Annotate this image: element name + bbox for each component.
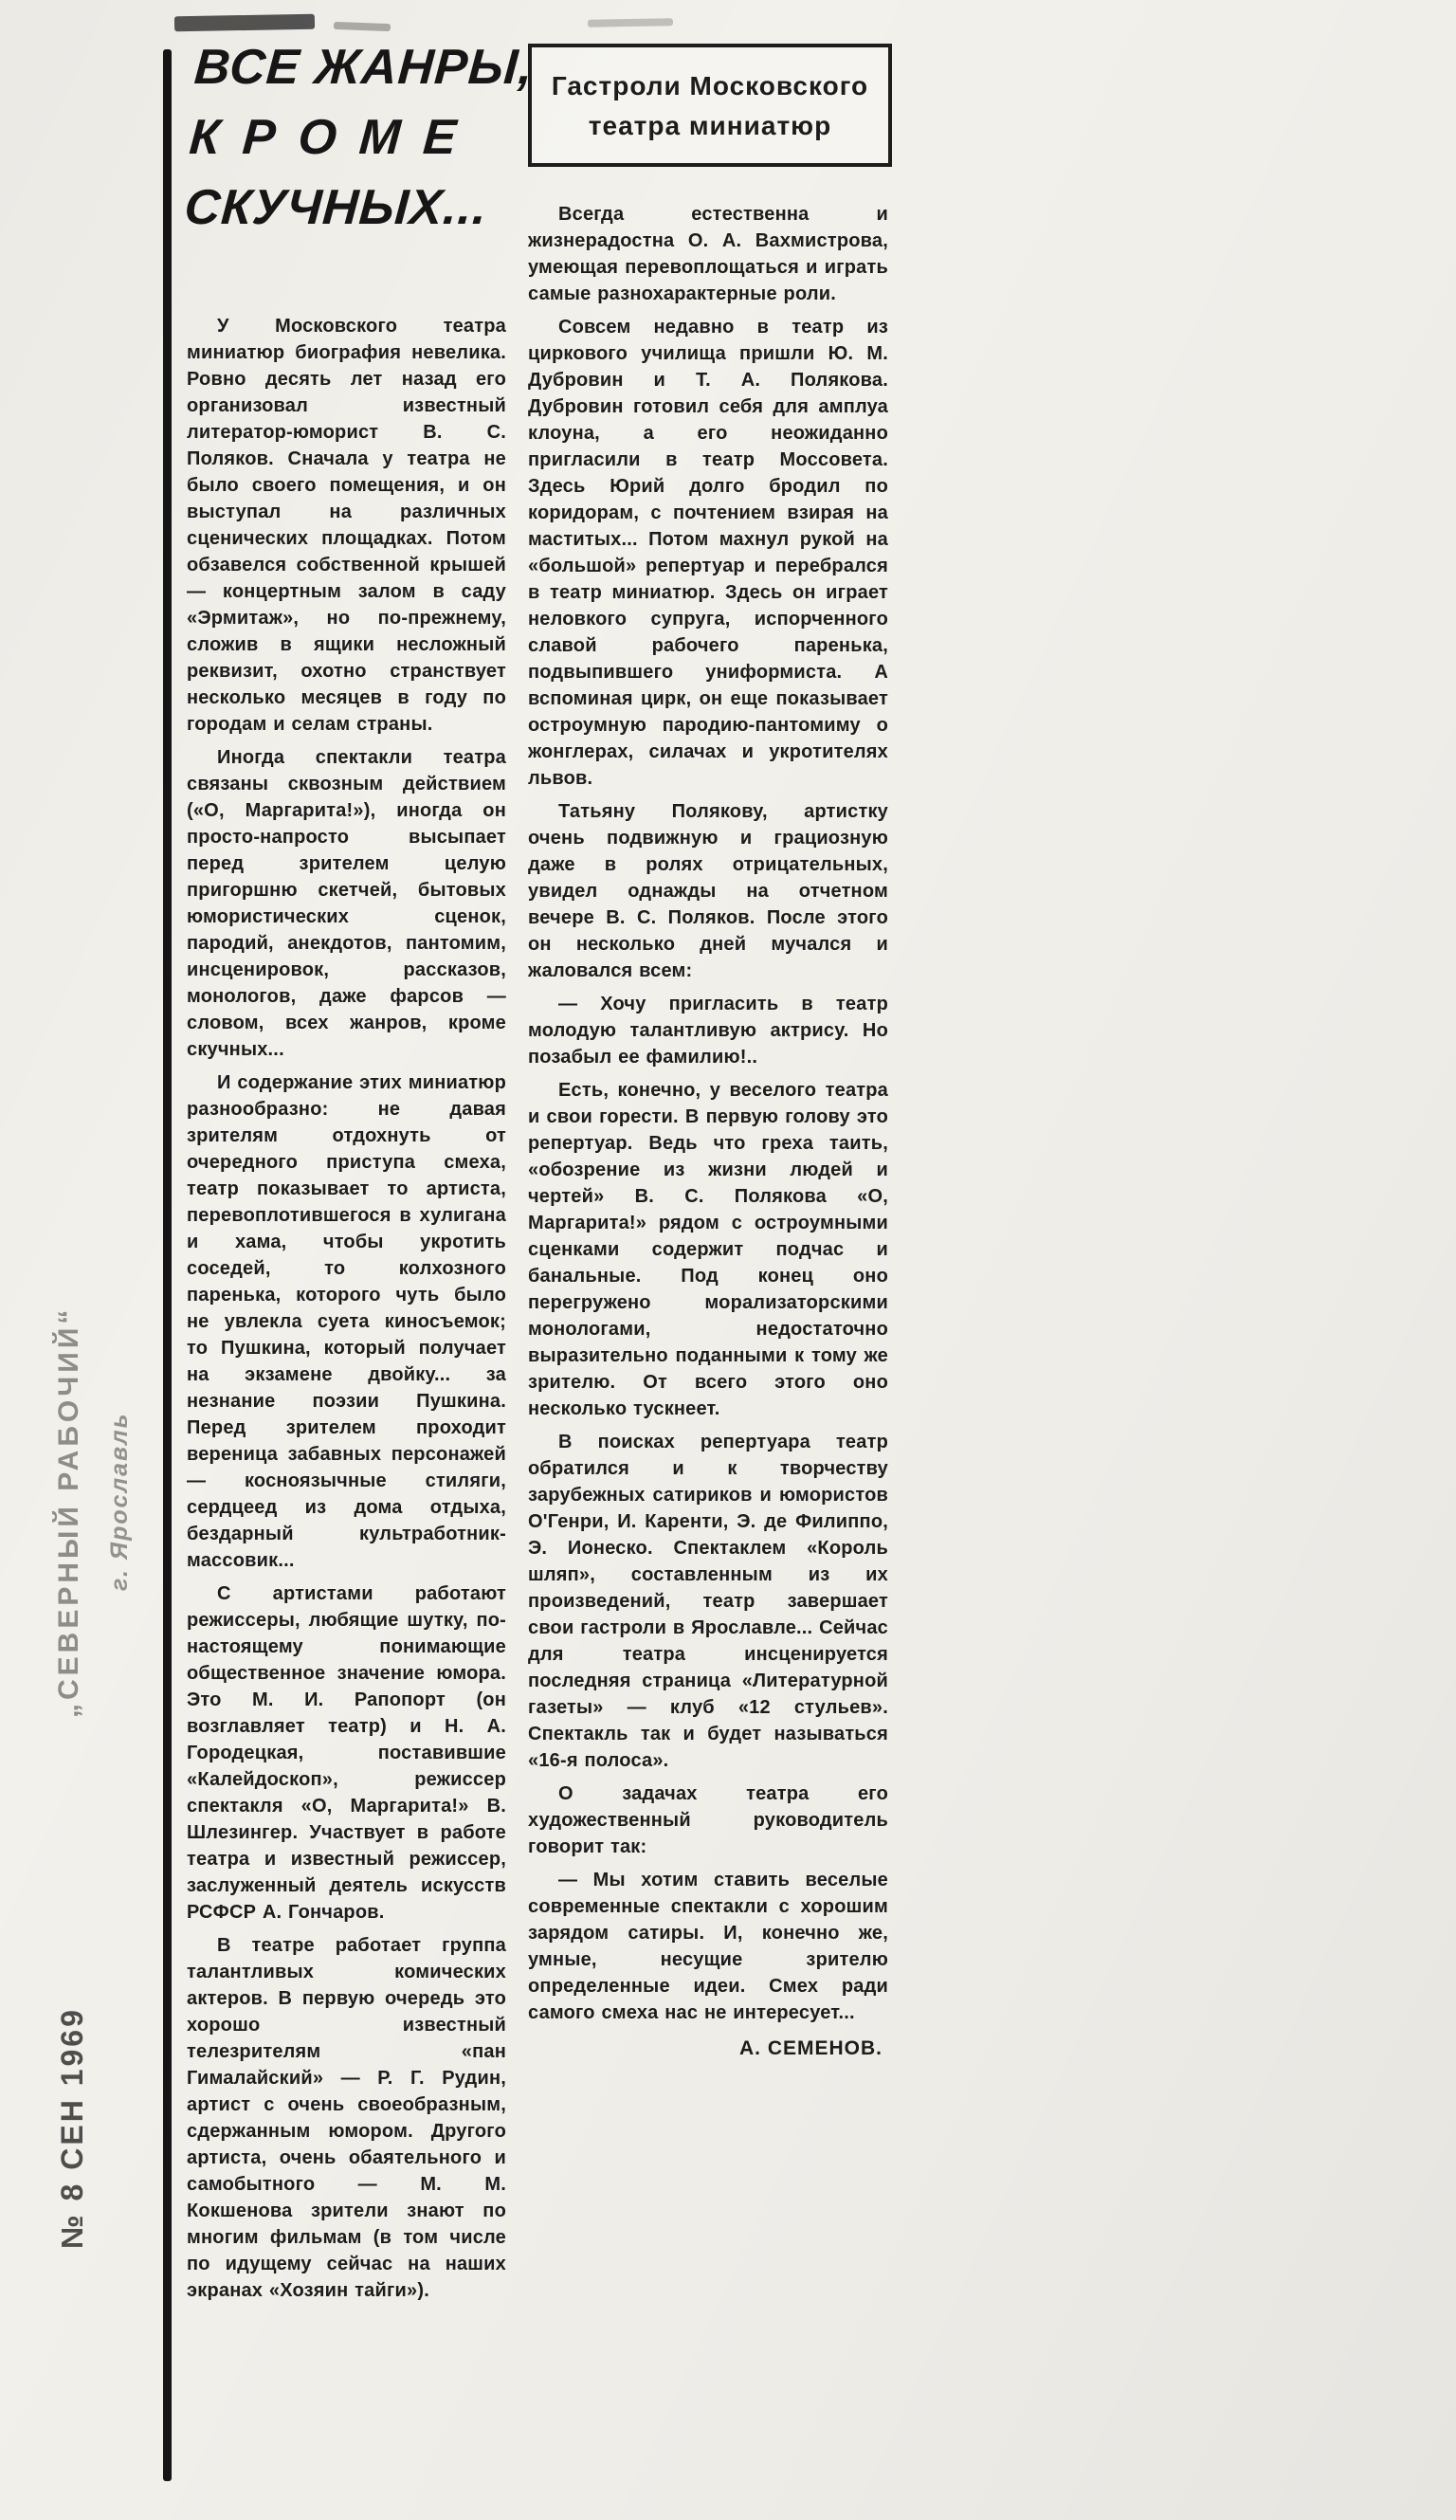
paragraph: У Московского театра миниатюр биография невелика. Ровно десять лет назад его организовал известный литератор-юморист В. С. Поляков. Сначала у театра не было своего помещения, и он выступал на различных сценических площадках. Потом обзавелся собственной крышей — концертным залом в саду «Эрмитаж», но по-прежнему, сложив в ящики несложный реквизит, охотно странствует несколько месяцев в году по городам и селам страны.: [187, 316, 506, 735]
date-received-stamp: № 8 СЕН 1969: [55, 2007, 89, 2249]
paragraph: Всегда естественна и жизнерадостна О. А. Вахмистрова, умеющая перевоплощаться и играть самые разнохарактерные роли.: [528, 204, 888, 304]
ink-smudge: [588, 18, 673, 27]
right-column: [528, 201, 888, 2060]
kicker-box: [528, 44, 892, 167]
ink-smudge: [174, 14, 315, 32]
paragraph: Татьяну Полякову, артистку очень подвижную и грациозную даже в ролях отрицательных, увидел однажды на отчетном вечере В. С. Поляков. После этого он несколько дней мучался и жаловался всем:: [528, 801, 888, 981]
headline-line: КРОМЕ: [187, 110, 482, 165]
paragraph: — Мы хотим ставить веселые современные спектакли с хорошим зарядом сатиры. И, конечно же, умные, несущие зрителю определенные идеи. Смех ради самого смеха нас не интересует...: [528, 1870, 888, 2023]
headline-line: СКУЧНЫХ...: [182, 180, 489, 235]
newspaper-name-stamp: „СЕВЕРНЫЙ РАБОЧИЙ“: [53, 1306, 84, 1718]
paragraph: О задачах театра его художественный руководитель говорит так:: [528, 1783, 888, 1857]
paragraph: В поисках репертуара театр обратился и к творчеству зарубежных сатириков и юмористов О'Генри, И. Каренти, Э. де Филиппо, Э. Ионеско. Спектаклем «Король шляп», составленным из их произведений, театр завершает свои гастроли в Ярославле... Сейчас для театра инсценируется последняя страница «Литературной газеты» — клуб «12 стульев». Спектакль так и будет называться «16-я полоса».: [528, 1432, 888, 1771]
article-headline: [182, 32, 536, 243]
paragraph: И содержание этих миниатюр разнообразно: не давая зрителям отдохнуть от очередного приступа смеха, театр показывает то артиста, перевоплотившегося в хулигана и хама, чтобы укротить соседей, то колхозного паренька, которого чуть было не увлекла суета киносъемок; то Пушкина, который получает на экзамене двойку... за незнание поэзии Пушкина. Перед зрителем проходит вереница забавных персонажей — косноязычные стиляги, сердцеед из дома отдыха, бездарный культработник-массовик...: [187, 1072, 506, 1571]
column-divider-rule: [163, 49, 172, 2481]
paragraph: В театре работает группа талантливых комических актеров. В первую очередь это хорошо известный телезрителям «пан Гималайский» — Р. Г. Рудин, артист с очень своеобразным, сдержанным юмором. Другого артиста, очень обаятельного и самобытного — М. М. Кокшенова зрители знают по многим фильмам (в том числе по идущему сейчас на наших экранах «Хозяин тайги»).: [187, 1935, 506, 2301]
kicker-line: театра миниатюр: [588, 111, 832, 140]
paragraph: С артистами работают режиссеры, любящие шутку, по-настоящему понимающие общественное значение юмора. Это М. И. Рапопорт (он возглавляет театр) и Н. А. Городецкая, поставившие «Калейдоскоп», режиссер спектакля «О, Маргарита!» В. Шлезингер. Участвует в работе театра и известный режиссер, заслуженный деятель искусств РСФСР А. Гончаров.: [187, 1583, 506, 1923]
kicker-line: Гастроли Московского: [551, 71, 869, 100]
author-signature: А. СЕМЕНОВ.: [738, 2037, 883, 2059]
paragraph: Иногда спектакли театра связаны сквозным действием («О, Маргарита!»), иногда он просто-напросто высыпает перед зрителем целую пригоршню скетчей, бытовых юмористических сценок, пародий, анекдотов, пантомим, инсценировок, рассказов, монологов, даже фарсов — словом, всех жанров, кроме скучных...: [187, 747, 506, 1060]
left-column: [187, 313, 506, 2310]
city-stamp: г. Ярославль: [106, 1412, 133, 1591]
headline-line: ВСЕ ЖАНРЫ,: [192, 40, 536, 95]
paragraph: Совсем недавно в театр из циркового училища пришли Ю. М. Дубровин и Т. А. Полякова. Дубровин готовил себя для амплуа клоуна, а его неожиданно пригласили в театр Моссовета. Здесь Юрий долго бродил по коридорам, с почтением взирая на маститых... Потом махнул рукой на «большой» репертуар и перебрался в театр миниатюр. Здесь он играет неловкого супруга, испорченного славой рабочего паренька, подвыпившего униформиста. А вспоминая цирк, он еще показывает остроумную пародию-пантомиму о жонглерах, силачах и укротителях львов.: [528, 317, 888, 789]
paragraph: — Хочу пригласить в театр молодую талантливую актрису. Но позабыл ее фамилию!..: [528, 994, 888, 1068]
paragraph: Есть, конечно, у веселого театра и свои горести. В первую голову это репертуар. Ведь что греха таить, «обозрение из жизни людей и чертей» В. С. Полякова «О, Маргарита!» рядом с остроумными сценками содержит подчас и банальные. Под конец оно перегружено морализаторскими монологами, недостаточно выразительно поданными к тому же зрителю. От всего этого оно несколько тускнеет.: [528, 1080, 888, 1419]
ink-smudge: [334, 22, 391, 31]
